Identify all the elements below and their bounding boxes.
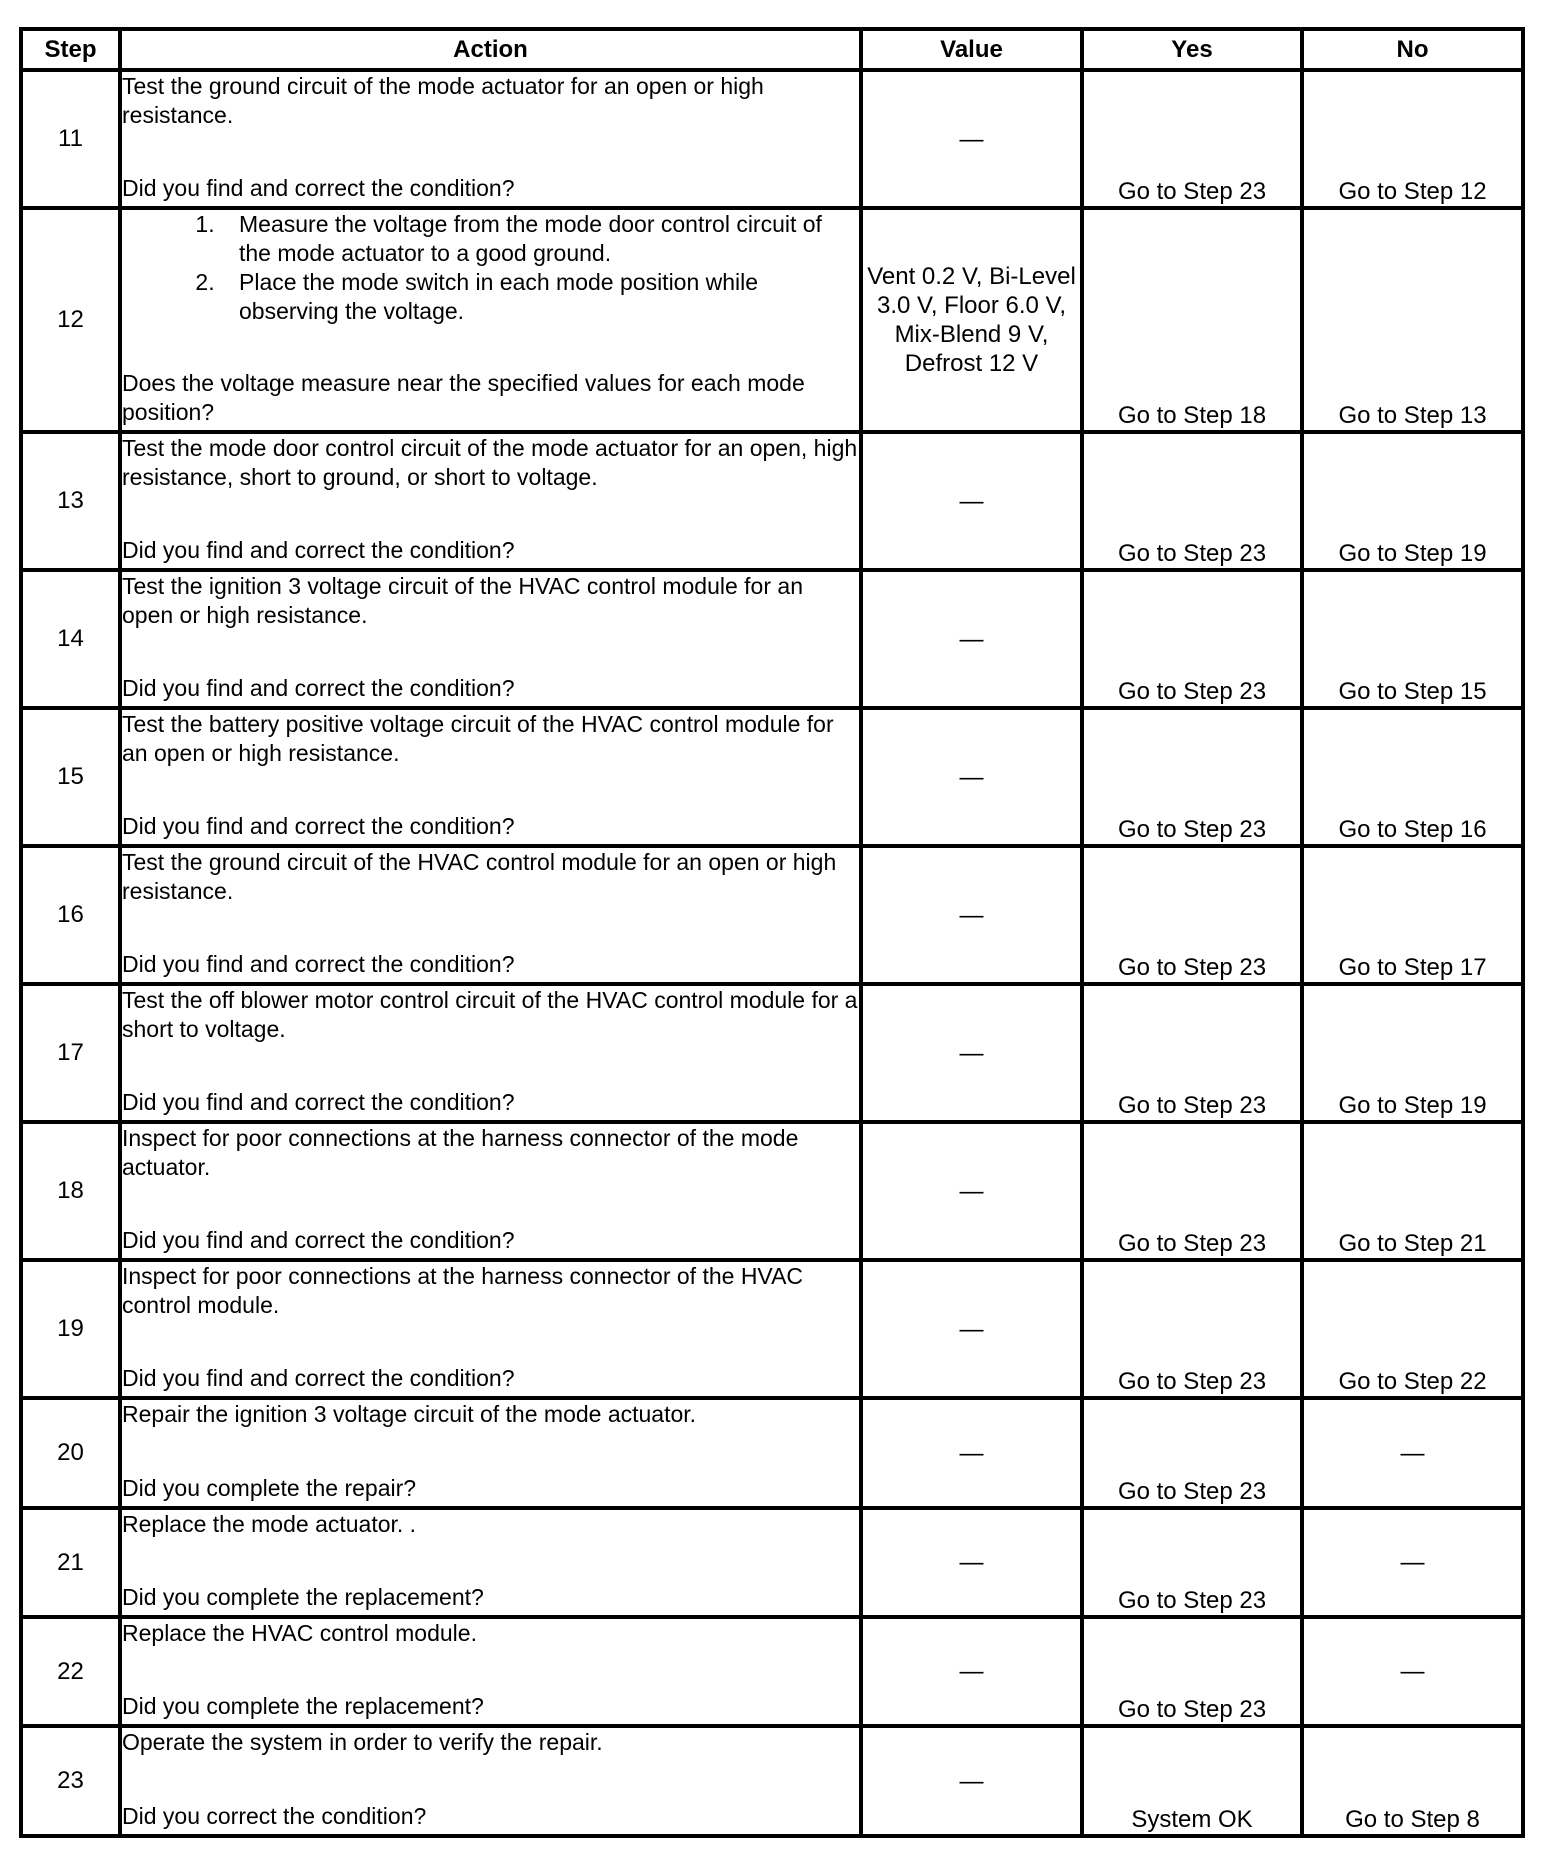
no-cell: — xyxy=(1302,1508,1523,1617)
no-cell: Go to Step 19 xyxy=(1302,432,1523,570)
yes-header: Yes xyxy=(1082,29,1302,70)
action-text: Test the battery positive voltage circuit of the HVAC control module for an open or high resistance. xyxy=(122,711,834,766)
value-cell: Vent 0.2 V, Bi-Level 3.0 V, Floor 6.0 V, Mix-Blend 9 V, Defrost 12 V xyxy=(861,208,1082,432)
action-text: Inspect for poor connections at the harness connector of the mode actuator. xyxy=(122,1125,799,1180)
action-question: Did you complete the replacement? xyxy=(122,1584,484,1610)
action-question: Did you find and correct the condition? xyxy=(122,537,515,563)
action-cell xyxy=(120,432,861,570)
action-question: Did you find and correct the condition? xyxy=(122,1365,515,1391)
value-cell: — xyxy=(861,70,1082,208)
action-text: Replace the mode actuator. . xyxy=(122,1511,417,1537)
table-row xyxy=(21,1122,1523,1260)
action-question: Does the voltage measure near the specified values for each mode position? xyxy=(122,370,805,425)
yes-cell: Go to Step 23 xyxy=(1082,432,1302,570)
header-row xyxy=(21,29,1523,70)
step-number: 15 xyxy=(21,708,120,846)
value-cell: — xyxy=(861,984,1082,1122)
action-question: Did you complete the repair? xyxy=(122,1475,417,1501)
step-number: 23 xyxy=(21,1726,120,1836)
action-text: Repair the ignition 3 voltage circuit of the mode actuator. xyxy=(122,1401,697,1427)
value-cell: — xyxy=(861,570,1082,708)
value-cell: — xyxy=(861,708,1082,846)
step-number: 17 xyxy=(21,984,120,1122)
action-cell xyxy=(120,208,861,432)
table-row xyxy=(21,846,1523,984)
no-cell: Go to Step 16 xyxy=(1302,708,1523,846)
step-number: 13 xyxy=(21,432,120,570)
action-question: Did you find and correct the condition? xyxy=(122,1089,515,1115)
instruction-list xyxy=(122,210,859,326)
step-number: 22 xyxy=(21,1617,120,1726)
action-question: Did you find and correct the condition? xyxy=(122,813,515,839)
instruction-item: 2. Place the mode switch in each mode position while observing the voltage. xyxy=(221,268,859,326)
step-number: 18 xyxy=(21,1122,120,1260)
yes-cell: Go to Step 23 xyxy=(1082,1398,1302,1508)
action-cell xyxy=(120,1508,861,1617)
yes-cell: Go to Step 23 xyxy=(1082,570,1302,708)
yes-cell: Go to Step 23 xyxy=(1082,1617,1302,1726)
step-number: 14 xyxy=(21,570,120,708)
action-question: Did you find and correct the condition? xyxy=(122,1227,515,1253)
yes-cell: Go to Step 23 xyxy=(1082,70,1302,208)
action-cell xyxy=(120,984,861,1122)
action-cell xyxy=(120,1726,861,1836)
action-cell xyxy=(120,846,861,984)
table-row xyxy=(21,70,1523,208)
diagnostic-table xyxy=(19,27,1525,1838)
action-cell xyxy=(120,708,861,846)
yes-cell: Go to Step 23 xyxy=(1082,1508,1302,1617)
table-row xyxy=(21,984,1523,1122)
table-row xyxy=(21,570,1523,708)
step-number: 12 xyxy=(21,208,120,432)
table-row xyxy=(21,708,1523,846)
no-cell: Go to Step 15 xyxy=(1302,570,1523,708)
no-cell: Go to Step 19 xyxy=(1302,984,1523,1122)
value-cell: — xyxy=(861,1726,1082,1836)
value-cell: — xyxy=(861,1122,1082,1260)
table-row xyxy=(21,1726,1523,1836)
step-number: 16 xyxy=(21,846,120,984)
value-cell: — xyxy=(861,432,1082,570)
step-number: 11 xyxy=(21,70,120,208)
yes-cell: Go to Step 23 xyxy=(1082,708,1302,846)
action-header: Action xyxy=(120,29,861,70)
table-row xyxy=(21,432,1523,570)
step-number: 19 xyxy=(21,1260,120,1398)
value-cell: — xyxy=(861,846,1082,984)
step-header: Step xyxy=(21,29,120,70)
no-cell: — xyxy=(1302,1398,1523,1508)
yes-cell: Go to Step 23 xyxy=(1082,1122,1302,1260)
no-cell: Go to Step 13 xyxy=(1302,208,1523,432)
action-text: Test the ground circuit of the mode actuator for an open or high resistance. xyxy=(122,73,764,128)
no-cell: Go to Step 17 xyxy=(1302,846,1523,984)
table-row xyxy=(21,208,1523,432)
action-question: Did you find and correct the condition? xyxy=(122,175,515,201)
action-cell xyxy=(120,70,861,208)
action-cell xyxy=(120,1617,861,1726)
value-cell: — xyxy=(861,1508,1082,1617)
no-cell: Go to Step 22 xyxy=(1302,1260,1523,1398)
action-text: Test the ignition 3 voltage circuit of the HVAC control module for an open or high resistance. xyxy=(122,573,803,628)
step-number: 21 xyxy=(21,1508,120,1617)
no-cell: Go to Step 8 xyxy=(1302,1726,1523,1836)
action-cell xyxy=(120,1260,861,1398)
action-cell xyxy=(120,1122,861,1260)
table-row xyxy=(21,1508,1523,1617)
action-cell xyxy=(120,570,861,708)
no-cell: Go to Step 21 xyxy=(1302,1122,1523,1260)
yes-cell: Go to Step 23 xyxy=(1082,984,1302,1122)
step-number: 20 xyxy=(21,1398,120,1508)
no-cell: — xyxy=(1302,1617,1523,1726)
value-cell: — xyxy=(861,1617,1082,1726)
table-row xyxy=(21,1398,1523,1508)
action-cell xyxy=(120,1398,861,1508)
yes-cell: System OK xyxy=(1082,1726,1302,1836)
action-question: Did you find and correct the condition? xyxy=(122,675,515,701)
value-cell: — xyxy=(861,1260,1082,1398)
action-text: Test the off blower motor control circuit of the HVAC control module for a short to voltage. xyxy=(122,987,858,1042)
yes-cell: Go to Step 23 xyxy=(1082,846,1302,984)
table-row xyxy=(21,1617,1523,1726)
value-header: Value xyxy=(861,29,1082,70)
value-cell: — xyxy=(861,1398,1082,1508)
action-text: Operate the system in order to verify the repair. xyxy=(122,1729,603,1755)
action-text: Replace the HVAC control module. xyxy=(122,1620,477,1646)
no-cell: Go to Step 12 xyxy=(1302,70,1523,208)
action-question: Did you find and correct the condition? xyxy=(122,951,515,977)
table-row xyxy=(21,1260,1523,1398)
instruction-item: 1. Measure the voltage from the mode door control circuit of the mode actuator to a good ground. xyxy=(221,210,859,268)
action-question: Did you complete the replacement? xyxy=(122,1693,484,1719)
action-question: Did you correct the condition? xyxy=(122,1803,427,1829)
action-text: Inspect for poor connections at the harness connector of the HVAC control module. xyxy=(122,1263,804,1318)
no-header: No xyxy=(1302,29,1523,70)
action-text: Test the ground circuit of the HVAC control module for an open or high resistance. xyxy=(122,849,837,904)
yes-cell: Go to Step 18 xyxy=(1082,208,1302,432)
yes-cell: Go to Step 23 xyxy=(1082,1260,1302,1398)
action-text: Test the mode door control circuit of the mode actuator for an open, high resistance, short to ground, or short to voltage. xyxy=(122,435,858,490)
